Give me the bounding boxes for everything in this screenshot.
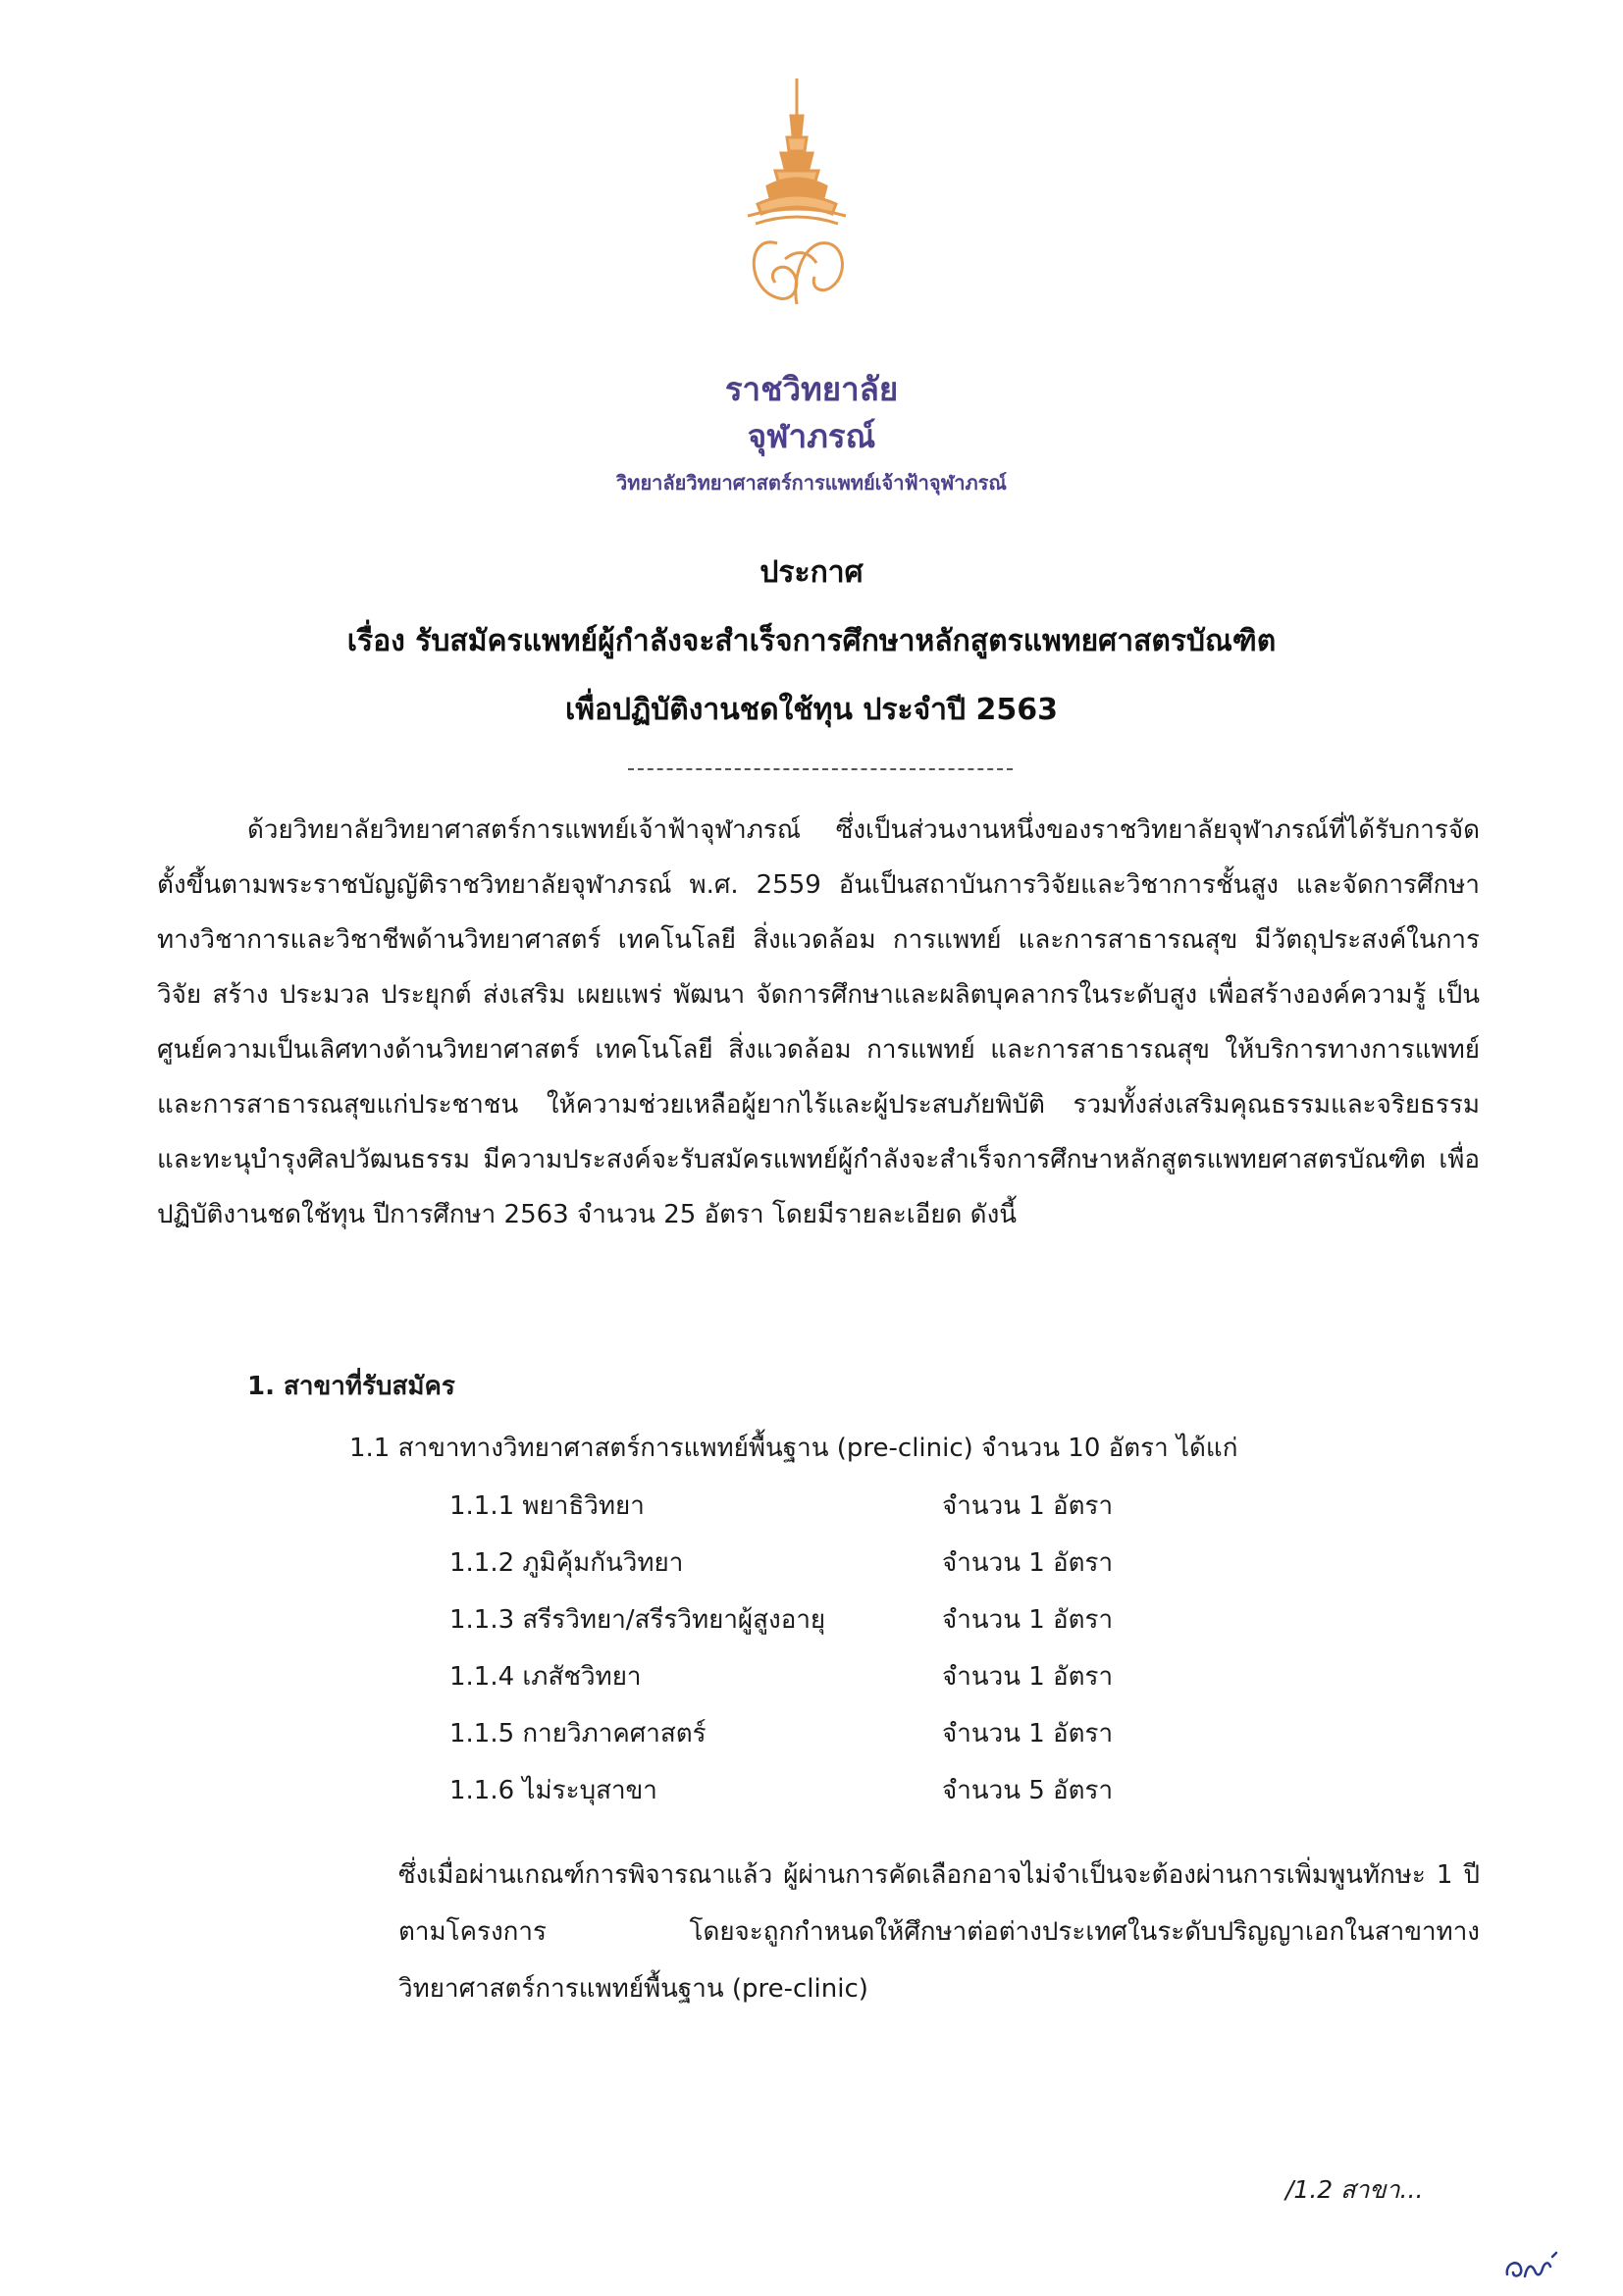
list-item	[449, 1486, 1215, 1533]
item-name: 1.1.2 ภูมิคุ้มกันวิทยา	[449, 1548, 684, 1578]
item-name: 1.1.3 สรีรวิทยา/สรีรวิทยาผู้สูงอายุ	[449, 1605, 826, 1635]
institution-name-line1: ราชวิทยาลัย	[724, 370, 899, 408]
list-item	[449, 1656, 1215, 1703]
list-item	[449, 1599, 1215, 1646]
section1-heading: 1. สาขาที่รับสมัคร	[247, 1372, 455, 1401]
item-quantity: จำนวน 1 อัตรา	[942, 1719, 1114, 1748]
institution-name-line2: จุฬาภรณ์	[747, 417, 876, 455]
item-quantity: จำนวน 1 อัตรา	[942, 1491, 1114, 1521]
list-item	[449, 1713, 1215, 1760]
announcement-subject-line2: เพื่อปฏิบัติงานชดใช้ทุน ประจำปี 2563	[564, 693, 1059, 727]
item-name: 1.1.5 กายวิภาคศาสตร์	[449, 1719, 707, 1748]
item-name: 1.1.1 พยาธิวิทยา	[449, 1491, 645, 1521]
item-quantity: จำนวน 1 อัตรา	[942, 1605, 1114, 1635]
announcement-subject: เรื่อง รับสมัครแพทย์ผู้กำลังจะสำเร็จการศึกษาหลักสูตรแพทยศาสตรบัณฑิต	[346, 624, 1277, 658]
item-name: 1.1.6 ไม่ระบุสาขา	[449, 1776, 657, 1805]
section1-note: ซึ่งเมื่อผ่านเกณฑ์การพิจารณาแล้ว ผู้ผ่านการคัดเลือกอาจไม่จำเป็นจะต้องผ่านการเพิ่มพูนทักษะ 1 ปี ตามโครงการ โดยจะถูกกำหนดให้ศึกษาต่อต่างประเทศในระดับปริญญาเอกในสาขาทางวิทยาศาสตร์การแพทย์พื้นฐาน (pre-clinic)	[398, 1860, 1480, 2004]
item-quantity: จำนวน 1 อัตรา	[942, 1548, 1114, 1578]
body-paragraph-text: ด้วยวิทยาลัยวิทยาศาสตร์การแพทย์เจ้าฟ้าจุฬาภรณ์ ซึ่งเป็นส่วนงานหนึ่งของราชวิทยาลัยจุฬาภรณ์ที่ได้รับการจัดตั้งขึ้นตามพระราชบัญญัติราชวิทยาลัยจุฬาภรณ์ พ.ศ. 2559 อันเป็นสถาบันการวิจัยและวิชาการชั้นสูง และจัดการศึกษาทางวิชาการและวิชาชีพด้านวิทยาศาสตร์ เทคโนโลยี สิ่งแวดล้อม การแพทย์ และการสาธารณสุข มีวัตถุประสงค์ในการวิจัย สร้าง ประมวล ประยุกต์ ส่งเสริม เผยแพร่ พัฒนา จัดการศึกษาและผลิตบุคลากรในระดับสูง เพื่อสร้างองค์ความรู้ เป็นศูนย์ความเป็นเลิศทางด้านวิทยาศาสตร์ เทคโนโลยี สิ่งแวดล้อม การแพทย์ และการสาธารณสุข ให้บริการทางการแพทย์และการสาธารณสุขแก่ประชาชน ให้ความช่วยเหลือผู้ยากไร้และผู้ประสบภัยพิบัติ รวมทั้งส่งเสริมคุณธรรมและจริยธรรม และทะนุบำรุงศิลปวัฒนธรรม มีความประสงค์จะรับสมัครแพทย์ผู้กำลังจะสำเร็จการศึกษาหลักสูตรแพทยศาสตรบัณฑิต เพื่อปฏิบัติงานชดใช้ทุน ปีการศึกษา 2563 จำนวน 25 อัตรา โดยมีรายละเอียด ดังนี้	[157, 815, 1480, 1229]
continued-marker: /1.2 สาขา...	[1285, 2175, 1424, 2204]
body-paragraph	[157, 803, 1480, 1242]
item-name: 1.1.4 เภสัชวิทยา	[449, 1662, 642, 1692]
item-quantity: จำนวน 5 อัตรา	[942, 1776, 1114, 1805]
initials-signature	[1501, 2249, 1560, 2284]
section1-subheading: 1.1 สาขาทางวิทยาศาสตร์การแพทย์พื้นฐาน (pre-clinic) จำนวน 10 อัตรา ได้แก่	[349, 1434, 1238, 1463]
list-item	[449, 1770, 1215, 1817]
college-name: วิทยาลัยวิทยาศาสตร์การแพทย์เจ้าฟ้าจุฬาภรณ์	[616, 471, 1007, 495]
item-quantity: จำนวน 1 อัตรา	[942, 1662, 1114, 1692]
announcement-heading: ประกาศ	[759, 555, 864, 590]
college-emblem-logo	[738, 77, 856, 332]
title-divider	[628, 768, 1013, 770]
list-item	[449, 1542, 1215, 1590]
